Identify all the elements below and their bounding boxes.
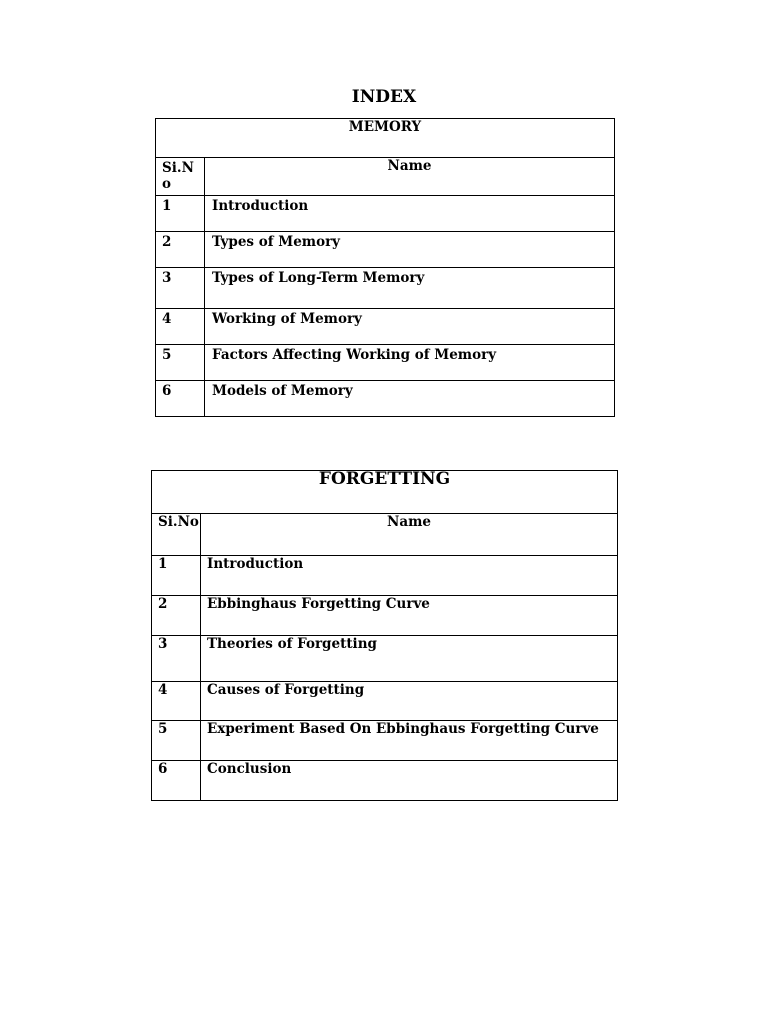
row-number: 4 <box>156 309 205 345</box>
table-row <box>156 309 615 345</box>
row-number: 5 <box>152 721 201 761</box>
memory-header-name: Name <box>205 158 615 196</box>
table-row <box>156 232 615 268</box>
table-row <box>152 761 618 801</box>
row-name: Conclusion <box>201 761 618 801</box>
table-row <box>152 682 618 721</box>
table-row <box>152 596 618 636</box>
row-name: Ebbinghaus Forgetting Curve <box>201 596 618 636</box>
table-row <box>156 196 615 232</box>
row-name: Introduction <box>201 556 618 596</box>
row-name: Factors Affecting Working of Memory <box>205 345 615 381</box>
row-name: Types of Long-Term Memory <box>205 268 615 309</box>
row-number: 3 <box>156 268 205 309</box>
memory-table-caption: MEMORY <box>156 119 615 158</box>
row-name: Models of Memory <box>205 381 615 417</box>
row-name: Experiment Based On Ebbinghaus Forgetting Curve <box>201 721 618 761</box>
row-name: Theories of Forgetting <box>201 636 618 682</box>
row-number: 1 <box>156 196 205 232</box>
table-row <box>156 268 615 309</box>
row-number: 3 <box>152 636 201 682</box>
table-row <box>152 556 618 596</box>
table-row <box>156 381 615 417</box>
table-row <box>152 721 618 761</box>
page-title: INDEX <box>351 87 417 107</box>
memory-index-table <box>155 118 615 417</box>
row-number: 5 <box>156 345 205 381</box>
forgetting-header-name: Name <box>201 514 618 556</box>
row-number: 2 <box>152 596 201 636</box>
memory-header-sino: Si.No <box>156 158 205 196</box>
forgetting-index-table <box>151 470 618 801</box>
row-name: Causes of Forgetting <box>201 682 618 721</box>
row-name: Types of Memory <box>205 232 615 268</box>
row-name: Introduction <box>205 196 615 232</box>
table-row <box>156 345 615 381</box>
row-number: 4 <box>152 682 201 721</box>
row-number: 6 <box>152 761 201 801</box>
row-number: 6 <box>156 381 205 417</box>
table-row <box>152 636 618 682</box>
forgetting-table-caption: FORGETTING <box>152 471 618 514</box>
row-number: 2 <box>156 232 205 268</box>
row-name: Working of Memory <box>205 309 615 345</box>
row-number: 1 <box>152 556 201 596</box>
forgetting-header-sino: Si.No <box>152 514 201 556</box>
